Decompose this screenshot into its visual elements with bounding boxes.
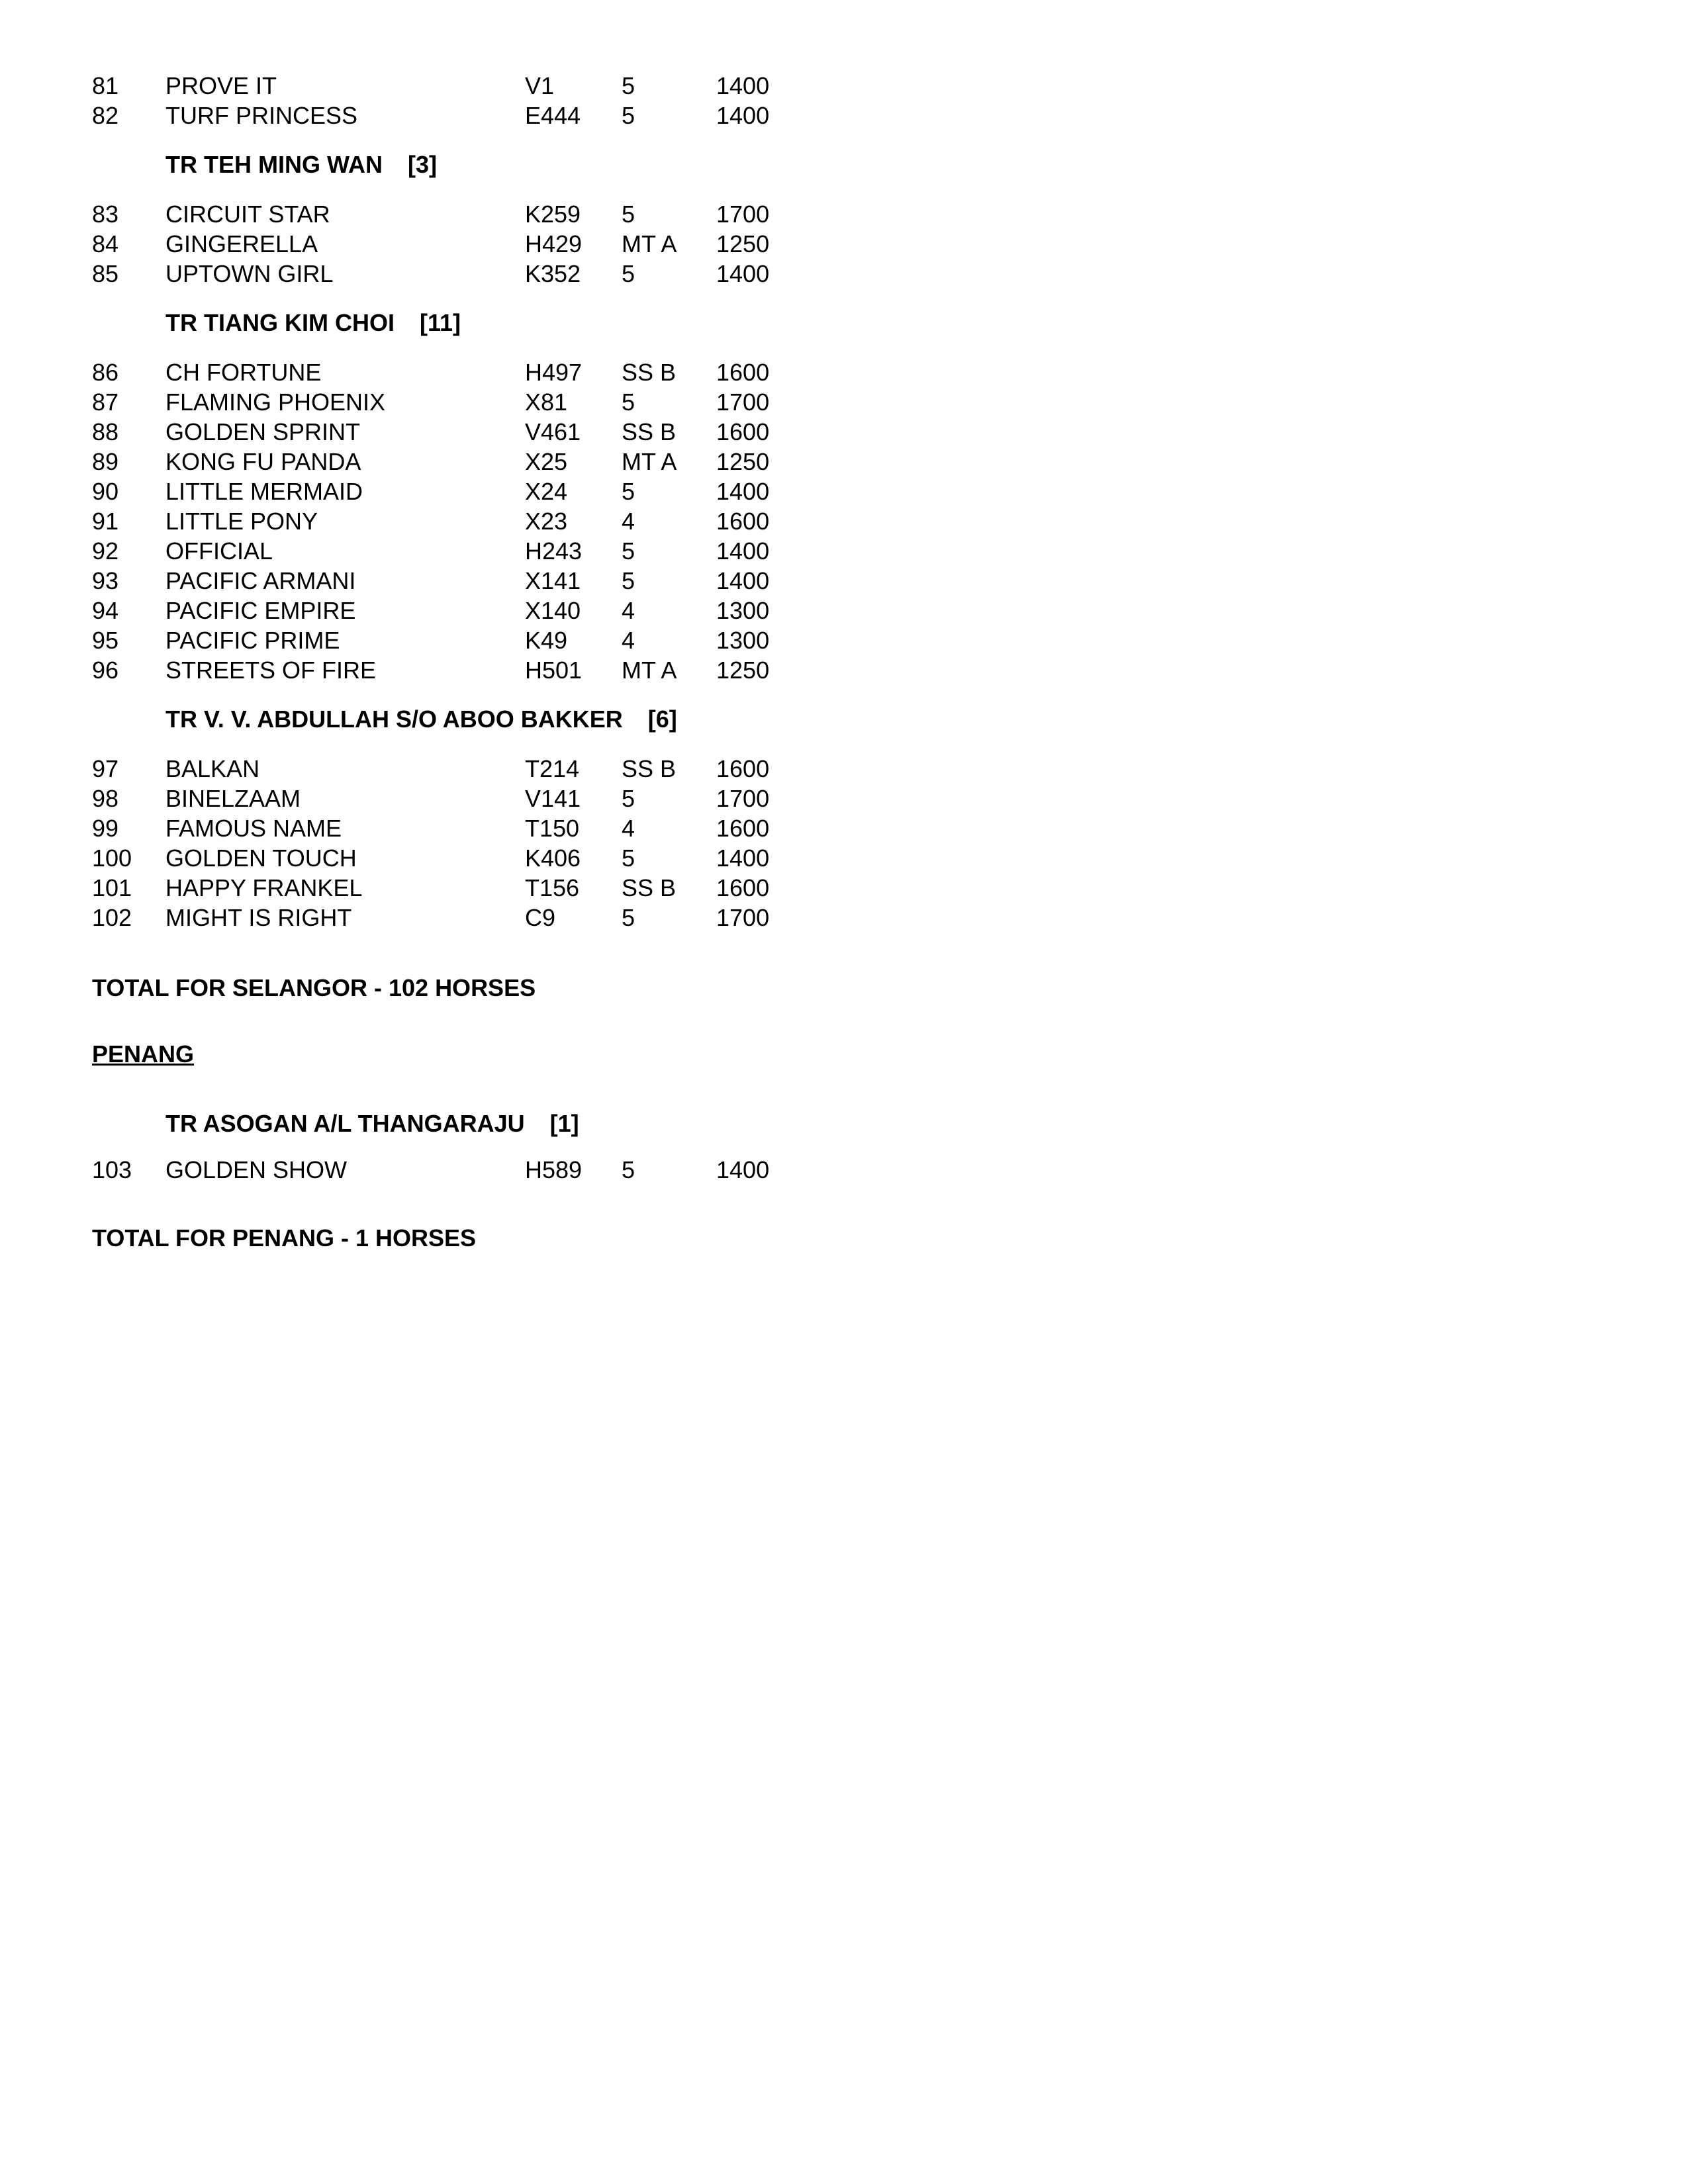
horse-code: T214	[525, 755, 580, 782]
horse-code: X25	[525, 448, 568, 475]
horse-code: T150	[525, 815, 580, 842]
horse-number: 87	[92, 388, 119, 416]
horse-class: 5	[622, 260, 635, 287]
horse-number: 82	[92, 102, 119, 129]
horse-code: T156	[525, 874, 580, 901]
horse-class: 4	[622, 597, 635, 624]
horse-number: 99	[92, 815, 119, 842]
horse-code: E444	[525, 102, 581, 129]
horse-name: GOLDEN SPRINT	[165, 418, 361, 445]
horse-name: CIRCUIT STAR	[165, 201, 330, 228]
horse-name: KONG FU PANDA	[165, 448, 361, 475]
horse-name: PROVE IT	[165, 72, 277, 99]
trainer-heading	[165, 150, 437, 179]
horse-number: 91	[92, 508, 119, 535]
horse-code: H429	[525, 230, 583, 257]
horse-class: 5	[622, 72, 635, 99]
horse-name: PACIFIC PRIME	[165, 627, 340, 654]
horse-name: TURF PRINCESS	[165, 102, 358, 129]
horse-number: 103	[92, 1156, 132, 1183]
horse-rating: 1600	[716, 418, 770, 445]
horse-code: X140	[525, 597, 581, 624]
horse-number: 95	[92, 627, 119, 654]
horse-number: 101	[92, 874, 132, 901]
horse-name: BALKAN	[165, 755, 260, 782]
horse-class: MT A	[622, 230, 677, 257]
total-selangor: TOTAL FOR SELANGOR - 102 HORSES	[92, 974, 536, 1001]
horse-class: SS B	[622, 418, 677, 445]
horse-class: 5	[622, 201, 635, 228]
horse-number: 93	[92, 567, 119, 594]
horse-rating: 1600	[716, 359, 770, 386]
horse-name: PACIFIC EMPIRE	[165, 597, 356, 624]
horse-rating: 1700	[716, 201, 770, 228]
horse-name: FAMOUS NAME	[165, 815, 342, 842]
horse-rating: 1700	[716, 904, 770, 931]
horse-number: 89	[92, 448, 119, 475]
horse-code: X23	[525, 508, 568, 535]
horse-rating: 1250	[716, 657, 770, 684]
trainer-name: TR TEH MING WAN	[165, 151, 383, 178]
horse-rating: 1400	[716, 567, 770, 594]
horse-code: H243	[525, 537, 583, 565]
trainer-name: TR ASOGAN A/L THANGARAJU	[165, 1110, 525, 1137]
horse-number: 84	[92, 230, 119, 257]
horse-number: 97	[92, 755, 119, 782]
horse-class: SS B	[622, 755, 677, 782]
horse-class: 5	[622, 844, 635, 872]
horse-class: 5	[622, 904, 635, 931]
horse-class: 5	[622, 567, 635, 594]
horse-name: LITTLE PONY	[165, 508, 318, 535]
horse-code: H501	[525, 657, 583, 684]
horse-code: K49	[525, 627, 568, 654]
horse-code: V141	[525, 785, 581, 812]
horse-number: 96	[92, 657, 119, 684]
horse-name: HAPPY FRANKEL	[165, 874, 363, 901]
horse-code: X24	[525, 478, 568, 505]
horse-number: 85	[92, 260, 119, 287]
horse-rating: 1250	[716, 448, 770, 475]
horse-code: K259	[525, 201, 581, 228]
horse-code: X81	[525, 388, 568, 416]
horse-code: H589	[525, 1156, 583, 1183]
horse-rating: 1400	[716, 478, 770, 505]
horse-name: FLAMING PHOENIX	[165, 388, 386, 416]
horse-class: 4	[622, 627, 635, 654]
horse-rating: 1400	[716, 260, 770, 287]
horse-class: MT A	[622, 657, 677, 684]
horse-number: 88	[92, 418, 119, 445]
horse-name: UPTOWN GIRL	[165, 260, 334, 287]
trainer-heading	[165, 704, 677, 734]
horse-class: 4	[622, 815, 635, 842]
horse-number: 100	[92, 844, 132, 872]
trainer-name: TR TIANG KIM CHOI	[165, 309, 395, 336]
horse-rating: 1400	[716, 1156, 770, 1183]
horse-class: 5	[622, 102, 635, 129]
trainer-name: TR V. V. ABDULLAH S/O ABOO BAKKER	[165, 705, 623, 733]
horse-code: H497	[525, 359, 583, 386]
region-penang-heading: PENANG	[92, 1040, 195, 1068]
trainer-horse-count: [1]	[549, 1110, 579, 1137]
horse-class: 5	[622, 388, 635, 416]
horse-rating: 1400	[716, 102, 770, 129]
horse-name: GINGERELLA	[165, 230, 318, 257]
horse-name: GOLDEN SHOW	[165, 1156, 348, 1183]
horse-number: 83	[92, 201, 119, 228]
horse-rating: 1600	[716, 815, 770, 842]
horse-name: BINELZAAM	[165, 785, 301, 812]
horse-class: 5	[622, 1156, 635, 1183]
horse-code: V461	[525, 418, 581, 445]
horse-class: SS B	[622, 359, 677, 386]
horse-rating: 1400	[716, 537, 770, 565]
horse-class: 4	[622, 508, 635, 535]
horse-class: 5	[622, 537, 635, 565]
horse-number: 98	[92, 785, 119, 812]
horse-name: MIGHT IS RIGHT	[165, 904, 352, 931]
horse-rating: 1250	[716, 230, 770, 257]
trainer-horse-count: [11]	[419, 309, 461, 336]
horse-code: X141	[525, 567, 581, 594]
horse-class: SS B	[622, 874, 677, 901]
horse-name: CH FORTUNE	[165, 359, 322, 386]
horse-number: 90	[92, 478, 119, 505]
horse-rating: 1600	[716, 755, 770, 782]
horse-number: 102	[92, 904, 132, 931]
horse-number: 92	[92, 537, 119, 565]
horse-class: 5	[622, 785, 635, 812]
trainer-heading	[165, 308, 461, 338]
horse-rating: 1300	[716, 627, 770, 654]
horse-name: STREETS OF FIRE	[165, 657, 377, 684]
horse-code: K406	[525, 844, 581, 872]
horse-rating: 1400	[716, 72, 770, 99]
horse-name: GOLDEN TOUCH	[165, 844, 357, 872]
trainer-heading	[165, 1109, 579, 1138]
trainer-horse-count: [6]	[647, 705, 677, 733]
horse-rating: 1600	[716, 508, 770, 535]
horse-rating: 1700	[716, 785, 770, 812]
horse-name: PACIFIC ARMANI	[165, 567, 356, 594]
horse-rating: 1600	[716, 874, 770, 901]
horse-code: V1	[525, 72, 555, 99]
horse-name: OFFICIAL	[165, 537, 273, 565]
horse-rating: 1700	[716, 388, 770, 416]
trainer-horse-count: [3]	[407, 151, 437, 178]
horse-rating: 1300	[716, 597, 770, 624]
total-penang: TOTAL FOR PENANG - 1 HORSES	[92, 1224, 477, 1251]
horse-code: K352	[525, 260, 581, 287]
horse-number: 86	[92, 359, 119, 386]
horse-number: 94	[92, 597, 119, 624]
horse-name: LITTLE MERMAID	[165, 478, 363, 505]
horse-class: MT A	[622, 448, 677, 475]
horse-rating: 1400	[716, 844, 770, 872]
horse-code: C9	[525, 904, 556, 931]
horse-class: 5	[622, 478, 635, 505]
horse-number: 81	[92, 72, 119, 99]
